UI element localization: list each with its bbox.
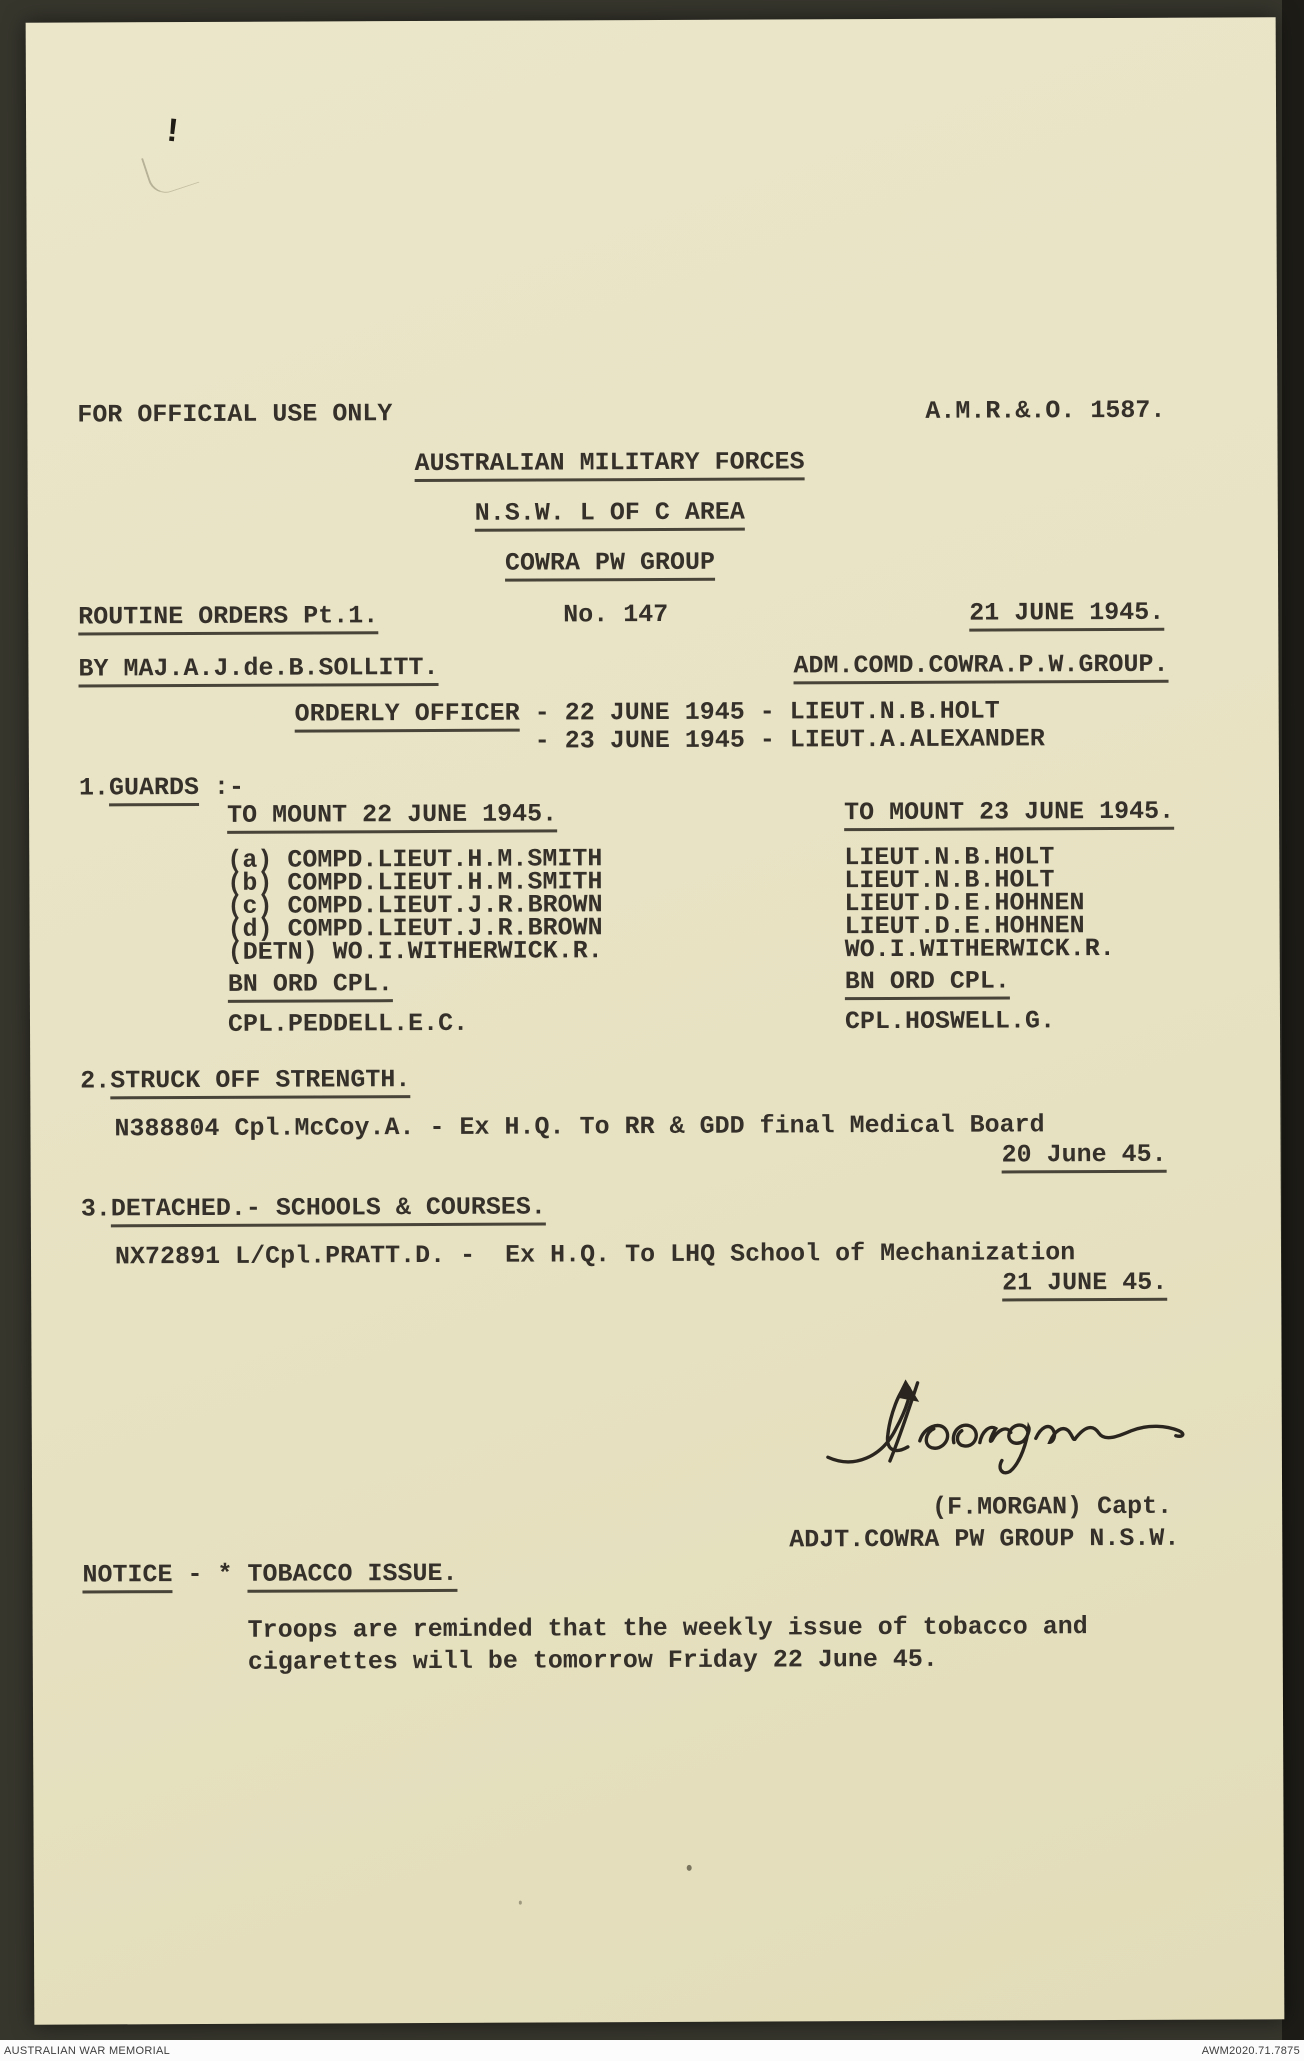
guard-row: (d) COMPD.LIEUT.J.R.BROWN LIEUT.D.E.HOHNEN: [227, 911, 1085, 944]
section-number: 3.: [80, 1194, 111, 1224]
reference-number: A.M.R.&.O. 1587.: [925, 395, 1166, 426]
catalog-strip: [0, 2040, 1304, 2061]
classification-label: FOR OFFICIAL USE ONLY: [77, 399, 393, 430]
org-line-group: COWRA PW GROUP: [505, 550, 715, 577]
notice-body-line2: cigarettes will be tomorrow Friday 22 June 45.: [247, 1644, 938, 1677]
guards-column-headers: [227, 796, 1227, 830]
bn-ord-cpl-names: CPL.PEDDELL.E.C. CPL.HOSWELL.G.: [227, 1006, 1056, 1039]
scan-edge-band: [1282, 0, 1304, 2040]
section-number: 1.: [78, 773, 110, 803]
bn-ord-cpl-labels: BN ORD CPL. BN ORD CPL.: [228, 968, 1228, 998]
detached-entry: NX72891 L/Cpl.PRATT.D. - Ex H.Q. To LHQ School of Mechanization: [114, 1238, 1076, 1272]
guard-row: (c) COMPD.LIEUT.J.R.BROWN LIEUT.D.E.HOHNEN: [227, 888, 1085, 921]
order-number: No. 147: [563, 599, 669, 630]
section-guards-heading: [78, 772, 245, 803]
section-number: 2.: [80, 1066, 111, 1096]
order-date: 21 JUNE 1945.: [969, 600, 1164, 627]
catalog-source: AUSTRALIAN WAR MEMORIAL: [4, 2044, 171, 2057]
signature-ink: [820, 1376, 1198, 1486]
detached-date: 21 JUNE 45.: [1002, 1270, 1167, 1297]
paper-crease: [141, 144, 199, 198]
orderly-officer-label: ORDERLY OFFICER: [295, 699, 520, 733]
notice-body-line1: Troops are reminded that the weekly issue of tobacco and: [247, 1612, 1088, 1645]
section-detached-heading: [81, 1194, 546, 1222]
paper-speck: [519, 1901, 522, 1905]
org-line-area: N.S.W. L OF C AREA: [475, 500, 745, 527]
order-title: ROUTINE ORDERS Pt.1.: [78, 603, 378, 630]
document-page: [26, 17, 1285, 2024]
section-title: DETACHED.- SCHOOLS & COURSES.: [111, 1192, 546, 1227]
paper-hole-artifact: !: [160, 113, 185, 154]
guard-row: (a) COMPD.LIEUT.H.M.SMITH LIEUT.N.B.HOLT: [227, 842, 1055, 875]
guard-row: (b) COMPD.LIEUT.H.M.SMITH LIEUT.N.B.HOLT: [227, 865, 1055, 898]
notice-title: TOBACCO ISSUE.: [247, 1559, 457, 1593]
section-title: GUARDS: [109, 773, 199, 806]
section-title: STRUCK OFF STRENGTH.: [110, 1065, 410, 1099]
signed-name: (F.MORGAN) Capt.: [932, 1491, 1173, 1522]
struck-off-date: 20 June 45.: [1002, 1142, 1167, 1169]
paper-speck: [687, 1865, 692, 1871]
notice-heading: [82, 1558, 458, 1590]
section-struck-off-heading: [80, 1067, 410, 1094]
notice-label: NOTICE: [82, 1560, 172, 1593]
signed-role: ADJT.COWRA PW GROUP N.S.W.: [789, 1523, 1180, 1555]
guards-col-left-header: TO MOUNT 22 JUNE 1945.: [227, 799, 557, 833]
orderly-officer-line1: ORDERLY OFFICER - 22 JUNE 1945 - LIEUT.N.B.HOLT: [295, 698, 1000, 727]
notice-separator: - *: [172, 1559, 248, 1590]
signature: [820, 1376, 1198, 1486]
section-suffix: :-: [198, 772, 245, 802]
guard-row: (DETN) WO.I.WITHERWICK.R. WO.I.WITHERWICK.R.: [227, 933, 1115, 967]
orderly-officer-line2: - 23 JUNE 1945 - LIEUT.A.ALEXANDER: [534, 724, 1045, 756]
guards-col-right-header: TO MOUNT 23 JUNE 1945.: [844, 797, 1174, 831]
issuer-role: ADM.COMD.COWRA.P.W.GROUP.: [793, 652, 1168, 680]
struck-off-entry: N388804 Cpl.McCoy.A. - Ex H.Q. To RR & GDD final Medical Board: [114, 1110, 1045, 1144]
org-line-forces: AUSTRALIAN MILITARY FORCES: [415, 449, 805, 477]
catalog-id: AWM2020.71.7875: [1201, 2044, 1300, 2057]
issued-by: BY MAJ.A.J.de.B.SOLLITT.: [78, 655, 438, 683]
